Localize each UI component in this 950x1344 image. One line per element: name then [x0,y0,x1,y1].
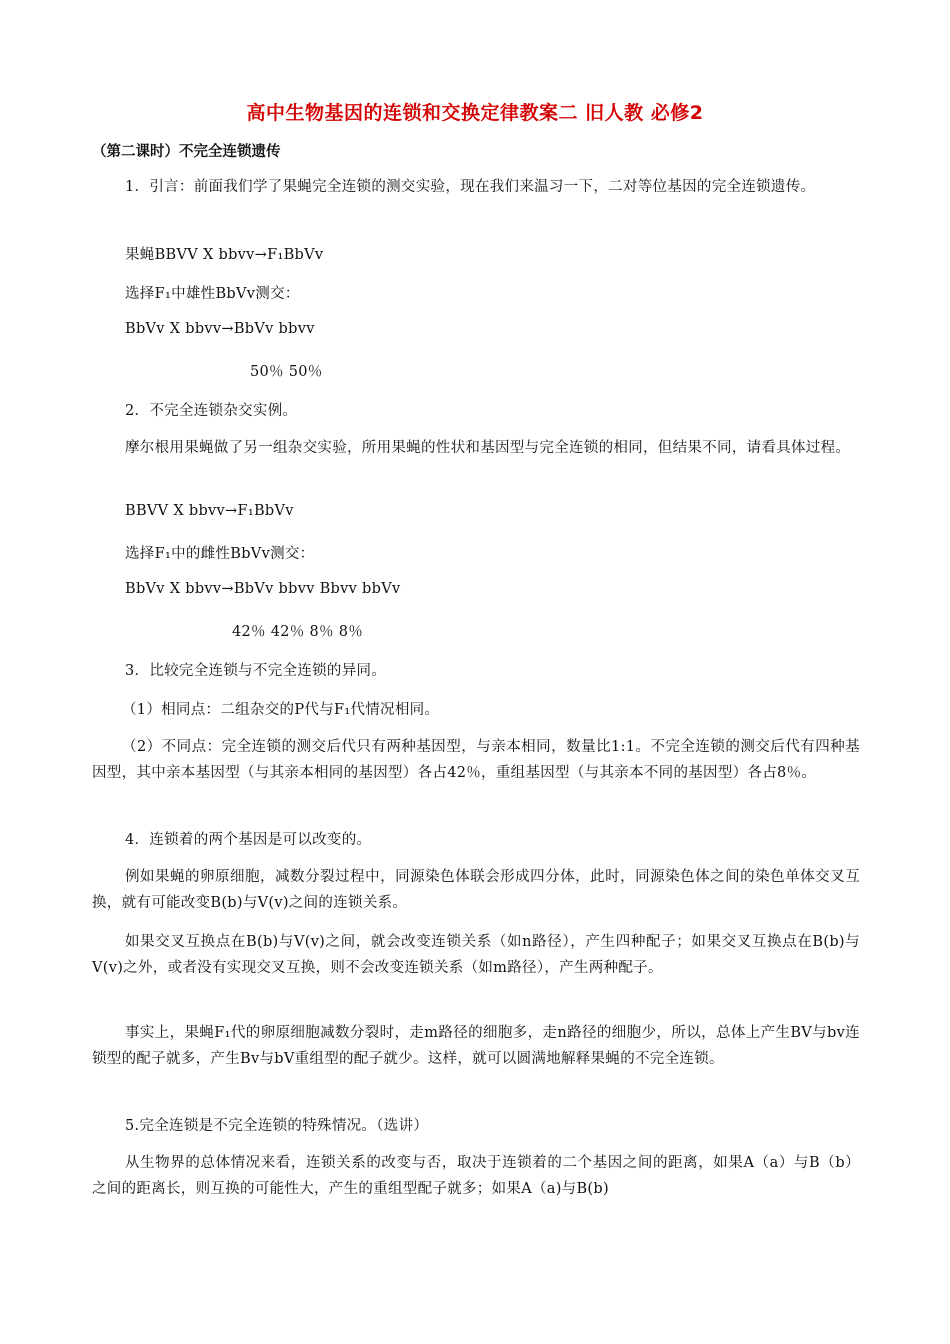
paragraph-morgan: 摩尔根用果蝇做了另一组杂交实验，所用果蝇的性状和基因型与完全连锁的相同，但结果不同，请看具体过程。 [125,440,851,456]
testcross-line-1: BbVv X bbvv→BbVv bbvv [125,321,315,337]
similarity-point: （1）相同点：二组杂交的P代与F₁代情况相同。 [122,702,440,718]
section-4-heading: 4．连锁着的两个基因是可以改变的。 [125,832,372,848]
testcross-select-1: 选择F₁中雄性BbVv测交： [125,286,300,302]
paragraph-crossover: 如果交叉互换点在B(b)与V(v)之间，就会改变连锁关系（如n路径），产生四种配子；如果交叉互换点在B(b)与V(v)之外，或者没有实现交叉互换，则不会改变连锁关系（如m路径），产生两种配子。 [92,934,860,976]
cross-line-2: BBVV X bbvv→F₁BbVv [125,503,294,519]
difference-point: （2）不同点：完全连锁的测交后代只有两种基因型，与亲本相同，数量比1:1。不完全连锁的测交后代有四种基因型，其中亲本基因型（与其亲本相同的基因型）各占42％，重组基因型（与其亲本不同的基因型）各占8％。 [92,739,860,781]
paragraph-fact: 事实上，果蝇F₁代的卵原细胞减数分裂时，走m路径的细胞多，走n路径的细胞少，所以，总体上产生BV与bv连锁型的配子就多，产生Bv与bV重组型的配子就少。这样，就可以圆满地解释果蝇的不完全连锁。 [92,1025,860,1067]
section-2-heading: 2．不完全连锁杂交实例。 [125,403,298,419]
testcross-select-2: 选择F₁中的雌性BbVv测交： [125,546,315,562]
cross-line-1: 果蝇BBVV X bbvv→F₁BbVv [125,247,324,263]
paragraph-intro: 1．引言：前面我们学了果蝇完全连锁的测交实验，现在我们来温习一下，二对等位基因的完全连锁遗传。 [125,179,816,195]
section-3-heading: 3．比较完全连锁与不完全连锁的异同。 [125,663,387,679]
section-5-heading: 5.完全连锁是不完全连锁的特殊情况。（选讲） [125,1118,429,1134]
testcross-line-2: BbVv X bbvv→BbVv bbvv Bbvv bbVv [125,581,401,597]
paragraph-oocyte: 例如果蝇的卵原细胞，减数分裂过程中，同源染色体联会形成四分体，此时，同源染色体之间的染色单体交叉互换，就有可能改变B(b)与V(v)之间的连锁关系。 [92,869,860,911]
paragraph-distance: 从生物界的总体情况来看，连锁关系的改变与否，取决于连锁着的二个基因之间的距离，如果A（a）与B（b）之间的距离长，则互换的可能性大，产生的重组型配子就多；如果A（a)与B(b) [92,1155,860,1197]
document-title: 高中生物基因的连锁和交换定律教案二 旧人教 必修2 [246,102,704,124]
ratio-line-2: 42％ 42％ 8％ 8％ [232,624,364,640]
lesson-subtitle: （第二课时）不完全连锁遗传 [92,144,281,160]
ratio-line-1: 50％ 50％ [250,364,323,380]
